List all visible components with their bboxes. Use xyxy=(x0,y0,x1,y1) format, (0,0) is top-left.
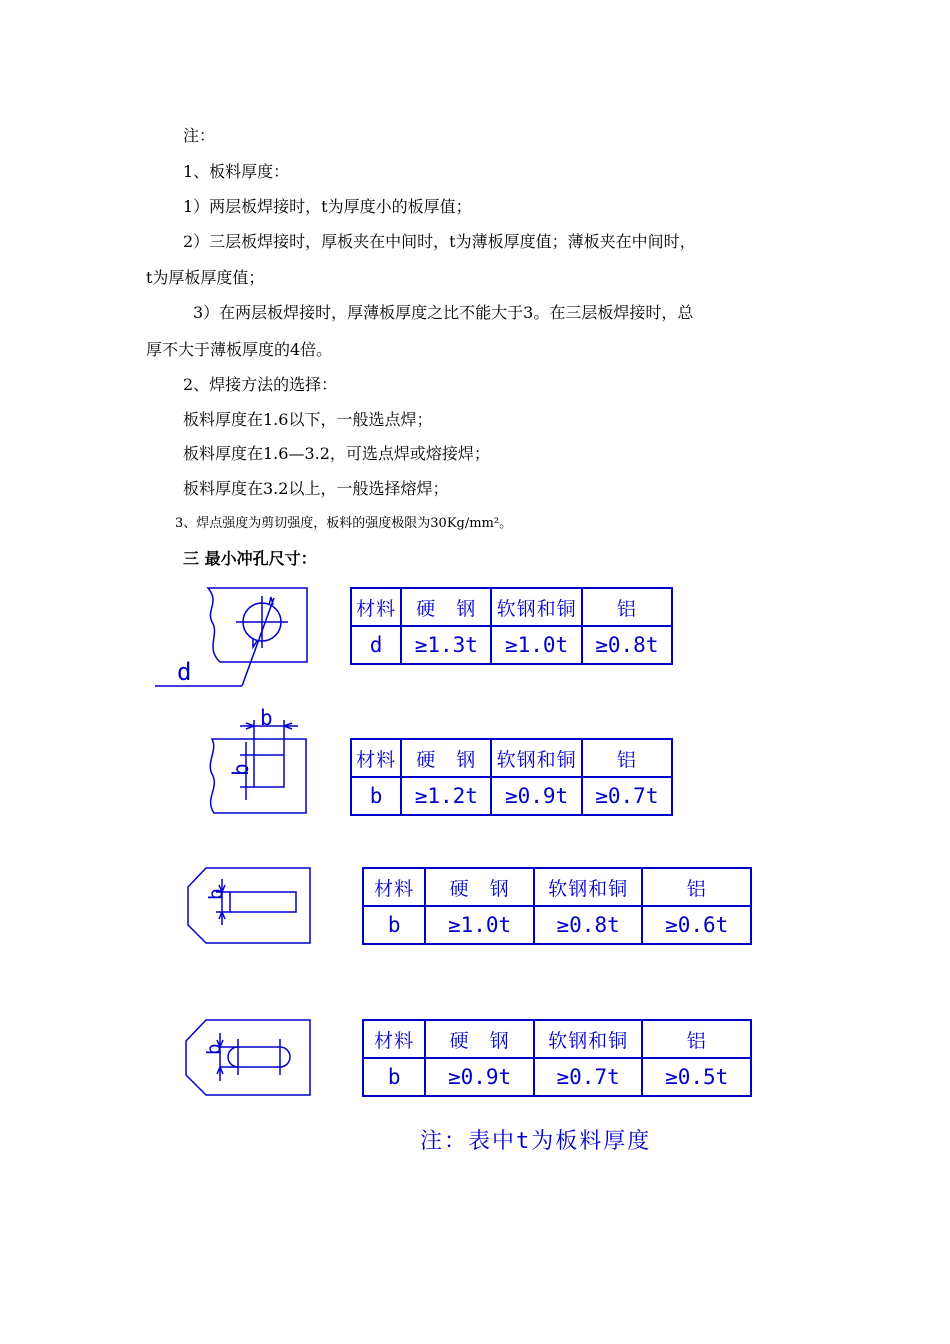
diagram-label-b: b xyxy=(205,888,227,900)
spec-table-rect-slot xyxy=(362,867,752,945)
note-item2-2: 板料厚度在1.6—3.2，可选点焊或熔接焊； xyxy=(183,444,490,463)
spec-table-square xyxy=(350,738,673,816)
header-aluminum: 铝 xyxy=(642,868,751,906)
spec-table-round xyxy=(350,587,673,665)
cell-soft: ≥0.7t xyxy=(534,1058,643,1096)
cell-symbol: b xyxy=(363,1058,425,1096)
footnote: 注：表中t为板料厚度 xyxy=(420,1129,652,1154)
header-hard-steel: 硬 钢 xyxy=(425,868,534,906)
note-item2-title: 2、焊接方法的选择： xyxy=(183,375,338,394)
header-hard-steel: 硬 钢 xyxy=(401,739,491,777)
note-item2-1: 板料厚度在1.6以下，一般选点焊； xyxy=(183,410,433,429)
cell-soft: ≥0.8t xyxy=(534,906,643,944)
diagram-label-b: b xyxy=(203,1043,225,1055)
cell-al: ≥0.8t xyxy=(582,626,672,664)
square-hole-diagram xyxy=(200,702,312,817)
note-item1-2a: 2）三层板焊接时，厚板夹在中间时，t为薄板厚度值；薄板夹在中间时， xyxy=(183,232,696,251)
header-material: 材料 xyxy=(363,868,425,906)
note-item1-3b: 厚不大于薄板厚度的4倍。 xyxy=(146,340,333,359)
header-soft-steel: 软钢和铜 xyxy=(491,739,581,777)
cell-hard: ≥1.2t xyxy=(401,777,491,815)
diagram-label-b-top: b xyxy=(260,706,273,730)
note-item1-2b: t为厚板厚度值； xyxy=(146,268,265,287)
diagram-label-d: d xyxy=(177,658,192,686)
section-title: 三 最小冲孔尺寸： xyxy=(183,549,317,568)
round-hole-diagram xyxy=(150,582,315,690)
cell-soft: ≥0.9t xyxy=(491,777,581,815)
header-soft-steel: 软钢和铜 xyxy=(534,1020,643,1058)
header-soft-steel: 软钢和铜 xyxy=(534,868,643,906)
rect-slot-diagram xyxy=(180,865,315,947)
note-item1-1: 1）两层板焊接时，t为厚度小的板厚值； xyxy=(183,197,472,216)
round-slot-diagram xyxy=(180,1017,315,1099)
cell-al: ≥0.5t xyxy=(642,1058,751,1096)
cell-symbol: b xyxy=(351,777,401,815)
note-item3: 3、焊点强度为剪切强度，板料的强度极限为30Kg/mm²。 xyxy=(175,516,513,531)
header-soft-steel: 软钢和铜 xyxy=(491,588,581,626)
header-hard-steel: 硬 钢 xyxy=(401,588,491,626)
note-label: 注： xyxy=(183,126,216,145)
cell-soft: ≥1.0t xyxy=(491,626,581,664)
header-material: 材料 xyxy=(363,1020,425,1058)
cell-hard: ≥1.3t xyxy=(401,626,491,664)
header-aluminum: 铝 xyxy=(642,1020,751,1058)
header-material: 材料 xyxy=(351,739,401,777)
header-material: 材料 xyxy=(351,588,401,626)
spec-table-round-slot xyxy=(362,1019,752,1097)
note-item2-3: 板料厚度在3.2以上，一般选择熔焊； xyxy=(183,479,449,498)
header-hard-steel: 硬 钢 xyxy=(425,1020,534,1058)
cell-symbol: b xyxy=(363,906,425,944)
cell-al: ≥0.6t xyxy=(642,906,751,944)
note-item1-3a: 3）在两层板焊接时，厚薄板厚度之比不能大于3。在三层板焊接时，总 xyxy=(193,303,694,322)
header-aluminum: 铝 xyxy=(582,739,672,777)
diagram-label-b-side: b xyxy=(229,763,253,776)
header-aluminum: 铝 xyxy=(582,588,672,626)
cell-hard: ≥0.9t xyxy=(425,1058,534,1096)
note-item1-title: 1、板料厚度： xyxy=(183,162,290,181)
cell-hard: ≥1.0t xyxy=(425,906,534,944)
cell-symbol: d xyxy=(351,626,401,664)
cell-al: ≥0.7t xyxy=(582,777,672,815)
